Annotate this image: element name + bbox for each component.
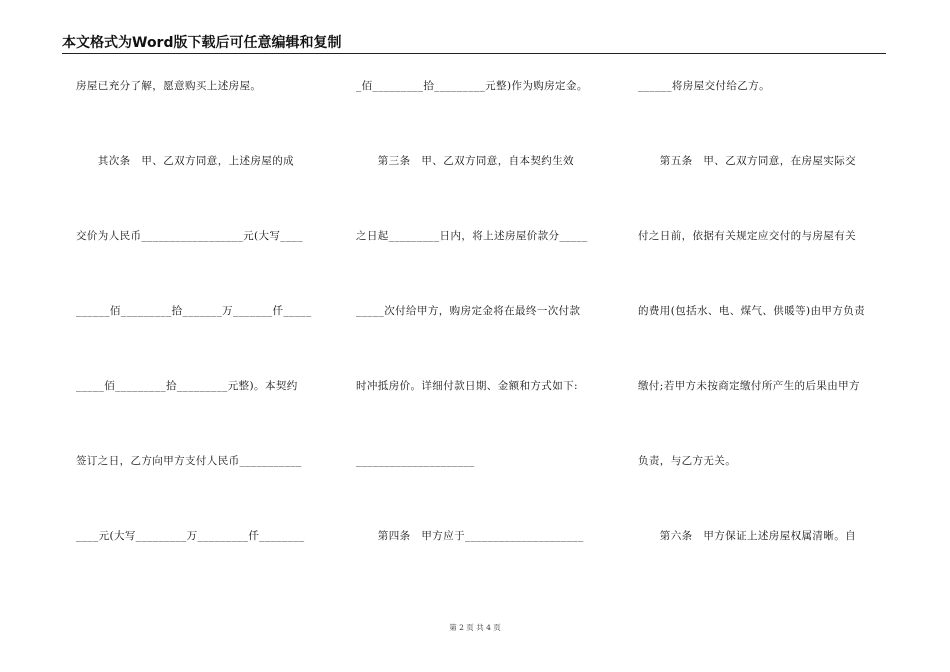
text-line: 第六条 甲方保证上述房屋权属清晰。自 (638, 530, 856, 542)
text-line: 之日起_________日内，将上述房屋价款分_____ (356, 230, 588, 242)
text-line: ______将房屋交付给乙方。 (638, 80, 770, 92)
document-header: 本文格式为Word版下载后可任意编辑和复制 (62, 34, 886, 54)
text-line: 房屋已充分了解，愿意购买上述房屋。 (76, 80, 262, 92)
text-line: ____元(大写_________万_________仟________ (76, 530, 305, 542)
text-line: 时冲抵房价。详细付款日期、金额和方式如下: (356, 380, 578, 392)
text-line: 第四条 甲方应于_____________________ (356, 530, 584, 542)
text-line: _佰_________拾_________元整)作为购房定金。 (356, 80, 588, 92)
text-line: _____________________ (356, 455, 475, 467)
text-line: 缴付;若甲方未按商定缴付所产生的后果由甲方 (638, 380, 860, 392)
text-line: 的费用(包括水、电、煤气、供暖等)由甲方负责 (638, 305, 865, 317)
text-column-1 (76, 0, 328, 672)
text-line: _____佰_________拾_________元整)。本契约 (76, 380, 298, 392)
text-line: 第三条 甲、乙双方同意，自本契约生效 (356, 155, 574, 167)
text-line: 其次条 甲、乙双方同意，上述房屋的成 (76, 155, 294, 167)
text-column-2 (356, 0, 608, 672)
page-number: 第 2 页 共 4 页 (449, 623, 501, 632)
text-line: 付之日前，依据有关规定应交付的与房屋有关 (638, 230, 856, 242)
text-line: 交价为人民币__________________元(大写____ (76, 230, 303, 242)
text-line: ______佰_________拾_______万_______仟_____ (76, 305, 312, 317)
text-line: 负责，与乙方无关。 (638, 455, 737, 467)
text-line: 第五条 甲、乙双方同意，在房屋实际交 (638, 155, 856, 167)
text-column-3 (638, 0, 890, 672)
text-line: 签订之日，乙方向甲方支付人民币___________ (76, 455, 302, 467)
text-line: _____次付给甲方，购房定金将在最终一次付款 (356, 305, 581, 317)
